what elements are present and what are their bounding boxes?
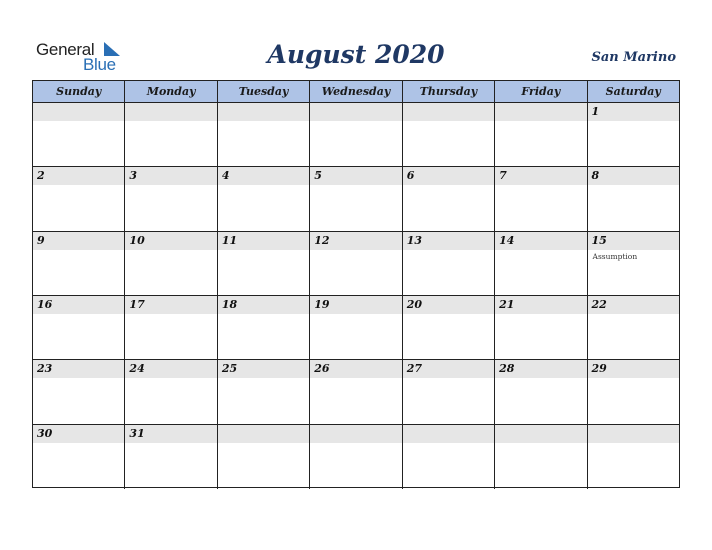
day-cell: [310, 232, 402, 295]
weekday-header: Monday: [125, 81, 217, 102]
day-number: 1: [591, 105, 600, 118]
day-cell: [33, 296, 125, 359]
day-number: 13: [406, 233, 422, 247]
day-header-strip: [403, 425, 494, 443]
day-header-strip: [33, 167, 124, 185]
day-cell: [218, 296, 310, 359]
day-header-strip: [310, 103, 401, 121]
day-cell: [218, 425, 310, 489]
day-cell: [125, 232, 217, 295]
day-number: 23: [37, 362, 53, 376]
day-cell: [403, 296, 495, 359]
day-cell: [218, 167, 310, 230]
day-cell: [403, 103, 495, 166]
weekday-header: Saturday: [605, 85, 661, 98]
day-cell: [403, 232, 495, 295]
day-cell: [495, 425, 587, 489]
day-number: 19: [314, 297, 330, 311]
day-cell: [403, 425, 495, 489]
weekday-header: Friday: [495, 81, 587, 102]
day-number: 29: [591, 362, 607, 376]
day-number: 25: [221, 362, 238, 376]
day-header-strip: [33, 103, 124, 121]
day-number: 4: [221, 169, 230, 183]
day-number: 10: [129, 233, 145, 247]
day-header-strip: [588, 167, 679, 185]
day-cell: [125, 425, 217, 489]
day-number: 14: [499, 233, 515, 247]
day-cell: [588, 232, 679, 295]
day-number: 24: [129, 362, 145, 376]
day-header-strip: [218, 167, 309, 185]
day-cell: [125, 360, 217, 423]
week-row: [33, 103, 679, 167]
day-cell: [33, 425, 125, 489]
day-number: 16: [37, 297, 53, 311]
day-cell: [125, 167, 217, 230]
calendar-grid: [32, 80, 680, 488]
calendar-title: August 2020: [267, 40, 445, 69]
weekday-header: Thursday: [403, 81, 495, 102]
week-row: [33, 296, 679, 360]
day-cell: [588, 296, 679, 359]
day-header-strip: [495, 103, 586, 121]
day-number: 7: [499, 169, 507, 183]
day-header-strip: [218, 103, 309, 121]
day-number: 27: [406, 362, 422, 376]
week-row: [33, 232, 679, 296]
day-number: 9: [37, 233, 45, 247]
day-number: 20: [406, 297, 422, 311]
weeks-container: [33, 103, 679, 489]
day-cell: [33, 167, 125, 230]
day-cell: [125, 103, 217, 166]
day-number: 11: [221, 233, 238, 247]
day-cell: [588, 360, 679, 423]
day-cell: [588, 167, 679, 230]
day-cell: [495, 167, 587, 230]
day-number: 31: [129, 426, 145, 440]
day-header-strip: [125, 167, 216, 185]
weekday-header: Sunday: [33, 81, 125, 102]
day-cell: [495, 360, 587, 423]
day-cell: [33, 360, 125, 423]
day-number: 22: [591, 297, 607, 311]
day-cell: [33, 103, 125, 166]
day-number: 8: [591, 169, 600, 183]
day-number: 2: [37, 169, 45, 183]
day-cell: [310, 296, 402, 359]
day-cell: [218, 103, 310, 166]
day-number: 18: [221, 297, 238, 311]
day-cell: [588, 103, 679, 166]
day-header-strip: [588, 425, 679, 443]
day-header-strip: [310, 167, 401, 185]
week-row: [33, 167, 679, 231]
day-cell: [310, 360, 402, 423]
day-cell: [310, 425, 402, 489]
day-header-strip: [125, 103, 216, 121]
weekday-header: Tuesday: [218, 81, 310, 102]
day-number: 3: [129, 169, 138, 183]
day-header-strip: [588, 103, 679, 121]
day-cell: [310, 103, 402, 166]
day-header-strip: [403, 167, 494, 185]
day-cell: [33, 232, 125, 295]
day-header-strip: [310, 425, 401, 443]
holiday-label: Assumption: [592, 251, 638, 261]
day-cell: [588, 425, 679, 489]
day-cell: [495, 296, 587, 359]
country-label: San Marino: [591, 50, 676, 65]
day-header-strip: [495, 167, 586, 185]
day-header-strip: [495, 425, 586, 443]
day-number: 17: [129, 297, 145, 311]
day-header-strip: [33, 232, 124, 250]
week-row: [33, 360, 679, 424]
day-number: 12: [314, 233, 330, 247]
day-cell: [218, 360, 310, 423]
day-number: 5: [314, 169, 322, 183]
day-cell: [310, 167, 402, 230]
day-cell: [125, 296, 217, 359]
day-number: 21: [499, 297, 515, 311]
week-row: [33, 425, 679, 489]
day-cell: [403, 167, 495, 230]
logo-text-general: General: [36, 40, 95, 59]
logo-text-blue: Blue: [83, 55, 116, 74]
weekday-header: Wednesday: [310, 81, 402, 102]
day-cell: [403, 360, 495, 423]
day-header-strip: [403, 103, 494, 121]
day-number: 15: [591, 233, 607, 247]
day-number: 30: [37, 426, 53, 440]
day-cell: [218, 232, 310, 295]
day-number: 28: [499, 362, 515, 376]
day-cell: [495, 103, 587, 166]
weekday-header-row: [33, 81, 679, 103]
day-header-strip: [218, 425, 309, 443]
day-number: 6: [406, 169, 415, 183]
day-number: 26: [314, 362, 330, 376]
day-cell: [495, 232, 587, 295]
